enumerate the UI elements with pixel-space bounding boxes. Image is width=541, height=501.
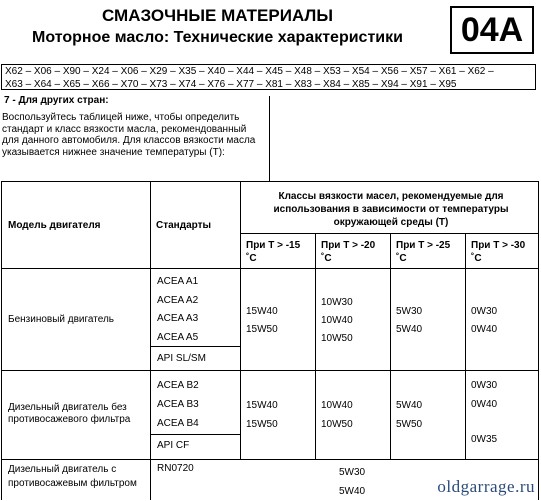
- viscosity-value: 15W40: [246, 306, 278, 317]
- standard-item: ACEA B4: [157, 418, 199, 429]
- page-title: СМАЗОЧНЫЕ МАТЕРИАЛЫ: [102, 6, 333, 25]
- row-petrol-v15: [246, 303, 278, 339]
- viscosity-value: 0W40: [471, 324, 498, 335]
- models-line-1: X62 – X06 – X90 – X24 – X06 – X29 – X35 – X40 – X44 – X45 – X48 – X53 – X54 – X56 – X57 – X61 – X62 –: [5, 66, 494, 77]
- row-diesel-nodpf-v15: [246, 396, 278, 434]
- row-petrol-v30: [471, 303, 497, 339]
- row-diesel-nodpf-v30: [471, 376, 497, 449]
- row-diesel-nodpf-v20: [321, 396, 353, 434]
- viscosity-value: 10W50: [321, 333, 353, 344]
- col-header-standards: Стандарты: [156, 220, 212, 231]
- row-diesel-nodpf-model: Дизельный двигатель без противосажевого фильтра: [8, 402, 131, 425]
- viscosity-value: 5W40: [339, 486, 366, 497]
- row-diesel-nodpf-api: API CF: [157, 440, 190, 451]
- viscosity-value: 10W30: [321, 297, 353, 308]
- viscosity-value: 10W40: [321, 400, 353, 411]
- standard-item: ACEA A3: [157, 313, 199, 324]
- viscosity-value: 5W40: [396, 324, 423, 335]
- intro-paragraph: Воспользуйтесь таблицей ниже, чтобы определить стандарт и класс вязкости масла, рекомендованный для данного автомобиля. Для классов вязкости масла указывается нижнее значение температуры (T):: [2, 112, 256, 158]
- temp-header-30: При T > -30 ˚C: [471, 240, 526, 264]
- standard-item: ACEA B2: [157, 380, 199, 391]
- viscosity-value: 10W50: [321, 419, 353, 430]
- section-code-badge: 04A: [450, 6, 534, 54]
- temp-header-20: При T > -20 ˚C: [321, 240, 376, 264]
- viscosity-value: 0W30: [471, 306, 498, 317]
- row-diesel-dpf-model: Дизельный двигатель с противосажевым фильтром: [8, 464, 137, 489]
- row-petrol-model: Бензиновый двигатель: [8, 314, 115, 325]
- watermark: oldgarrage.ru: [437, 477, 535, 496]
- viscosity-value: 0W40: [471, 399, 498, 410]
- page-subtitle: Моторное масло: Технические характеристики: [32, 29, 403, 46]
- standard-item: ACEA A2: [157, 294, 199, 306]
- row-diesel-dpf-standard: RN0720: [157, 463, 194, 474]
- standard-item: ACEA A1: [157, 276, 199, 287]
- viscosity-value: 15W50: [246, 324, 278, 335]
- row-petrol-v25: [396, 303, 422, 339]
- col-header-classes: Классы вязкости масел, рекомендуемые для использования в зависимости от температуры окружающей среды (T): [273, 191, 509, 228]
- viscosity-value: 5W30: [339, 467, 366, 478]
- standard-item: ACEA A5: [157, 331, 199, 343]
- viscosity-value: 5W50: [396, 419, 423, 430]
- temp-header-25: При T > -25 ˚C: [396, 240, 451, 264]
- models-line-2: X63 – X64 – X65 – X66 – X70 – X73 – X74 – X76 – X77 – X81 – X83 – X84 – X85 – X94 – X91 – X95: [5, 79, 457, 90]
- viscosity-value: 5W30: [396, 306, 423, 317]
- viscosity-value: 0W35: [471, 434, 498, 445]
- viscosity-value: 15W40: [246, 400, 278, 411]
- row-diesel-dpf-values: [339, 463, 365, 501]
- row-petrol-api: API SL/SM: [157, 353, 206, 364]
- row-petrol-v20: [321, 294, 353, 348]
- standard-item: ACEA B3: [157, 399, 199, 410]
- viscosity-value: 15W50: [246, 419, 278, 430]
- row-diesel-nodpf-standards: [157, 376, 199, 433]
- vehicle-models-box: [1, 64, 536, 90]
- section-heading: 7 - Для других стран:: [4, 95, 109, 106]
- col-header-model: Модель двигателя: [8, 220, 101, 231]
- viscosity-value: 0W30: [471, 380, 498, 391]
- viscosity-value: 5W40: [396, 400, 423, 411]
- temp-header-15: При T > -15 ˚C: [246, 240, 301, 264]
- viscosity-value: 10W40: [321, 315, 353, 326]
- row-petrol-standards: [157, 273, 198, 347]
- row-diesel-nodpf-v25: [396, 396, 422, 434]
